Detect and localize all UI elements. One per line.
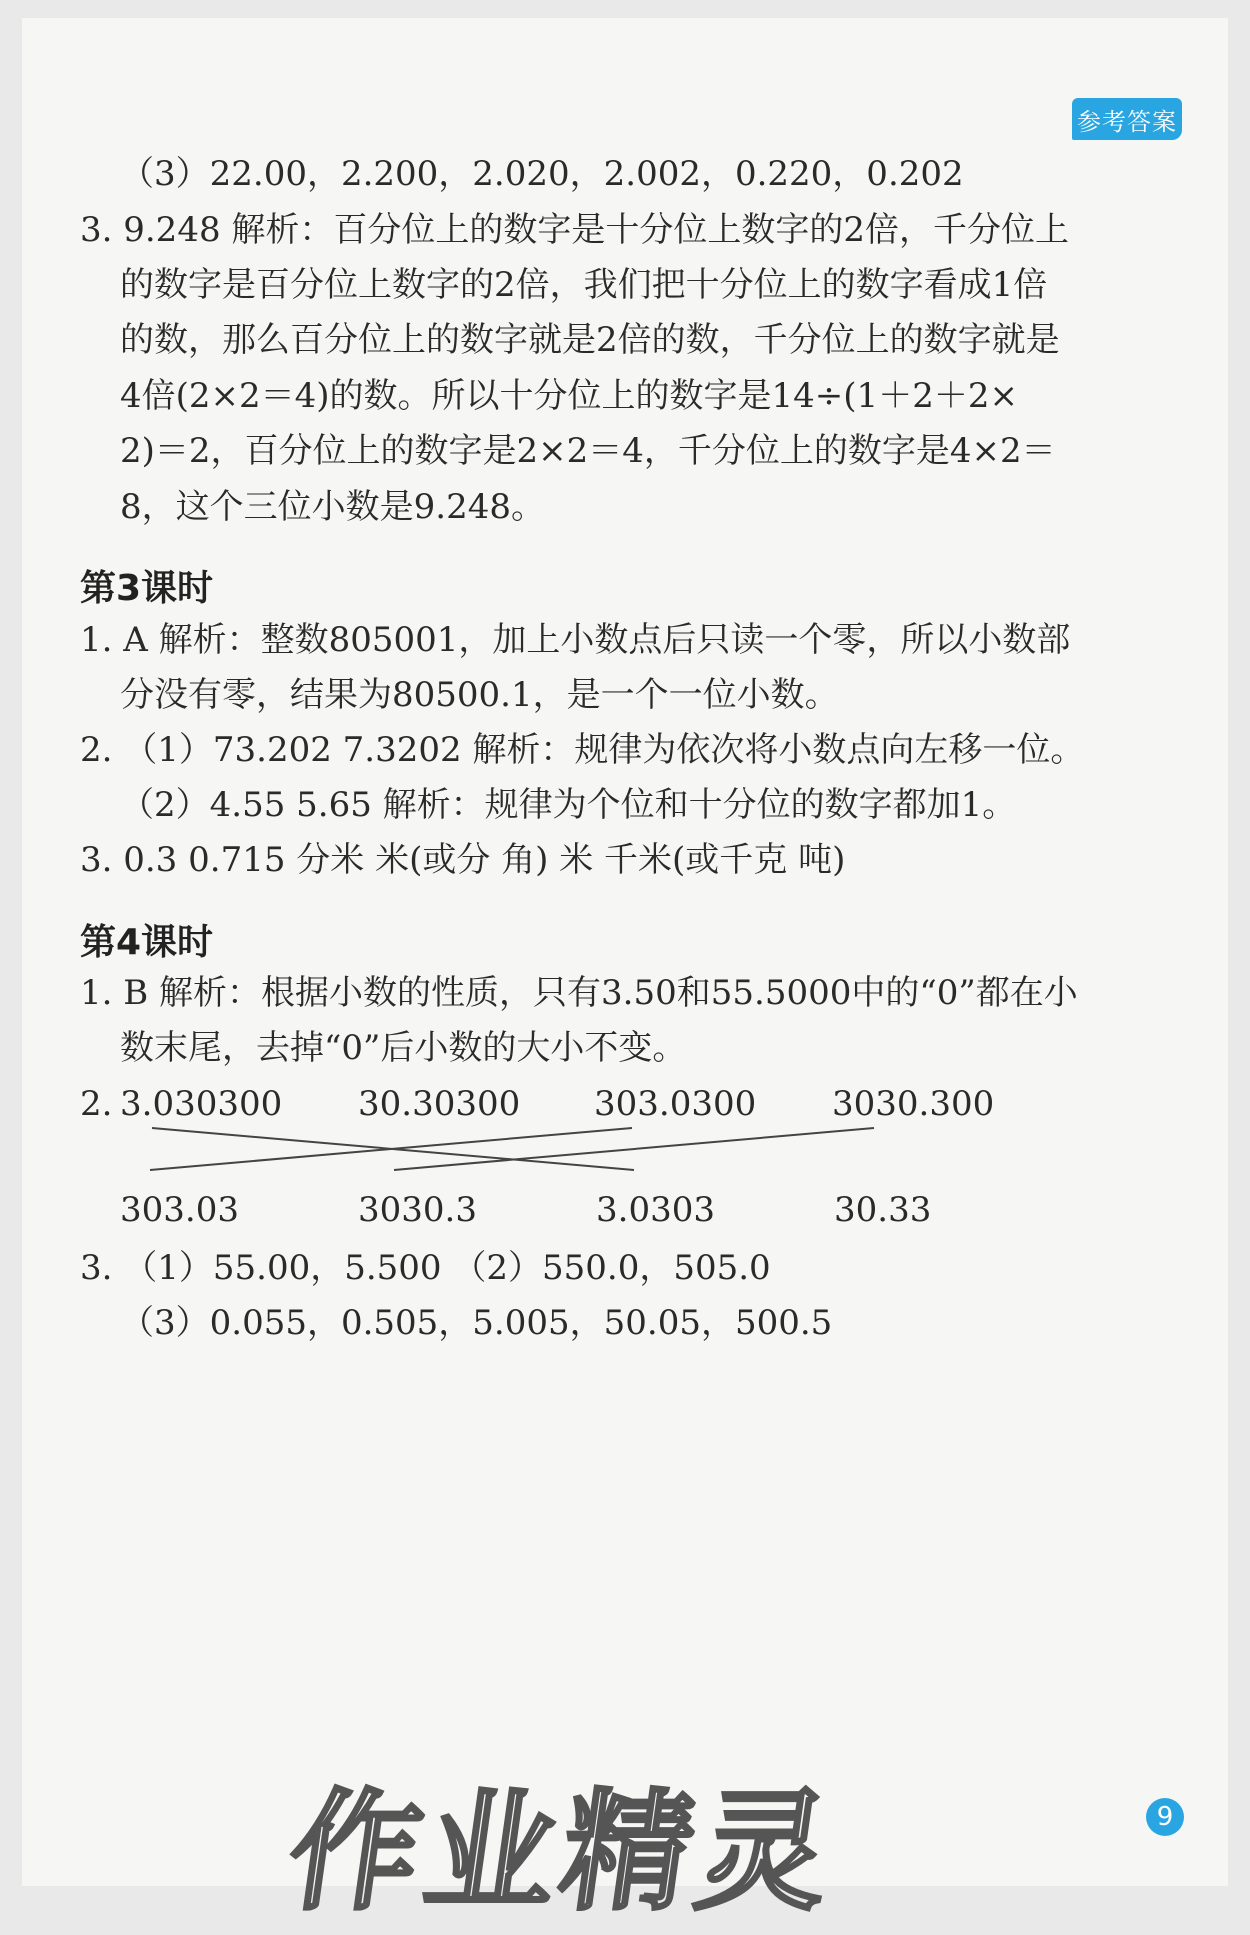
- matching-number: 2.: [80, 1084, 113, 1124]
- answer-line: 3. 0.3 0.715 分米 米(或分 角) 米 千米(或千克 吨): [80, 840, 846, 880]
- lesson-heading: 第3课时: [80, 568, 214, 609]
- answer-line: （2）4.55 5.65 解析：规律为个位和十分位的数字都加1。: [120, 785, 1017, 825]
- matching-top-item: 30.30300: [358, 1084, 521, 1124]
- answer-line: 1. B 解析：根据小数的性质，只有3.50和55.5000中的“0”都在小: [80, 973, 1078, 1013]
- reference-answer-badge: 参考答案: [1072, 98, 1182, 140]
- answer-line: （3）0.055，0.505，5.005，50.05，500.5: [120, 1303, 833, 1343]
- matching-bottom-item: 30.33: [834, 1190, 932, 1230]
- match-line: [402, 1128, 634, 1170]
- matching-bottom-item: 303.03: [120, 1190, 239, 1230]
- answer-line: 3. 9.248 解析：百分位上的数字是十分位上数字的2倍，千分位上: [80, 210, 1070, 250]
- watermark: 作业精灵: [279, 1776, 846, 1928]
- answer-line: 数末尾，去掉“0”后小数的大小不变。: [120, 1028, 687, 1068]
- matching-bottom-item: 3030.3: [358, 1190, 477, 1230]
- answer-line: 2. （1）73.202 7.3202 解析：规律为依次将小数点向左移一位。: [80, 730, 1085, 770]
- answer-line: 的数，那么百分位上的数字就是2倍的数，千分位上的数字就是: [120, 320, 1060, 360]
- lesson-heading: 第4课时: [80, 922, 214, 963]
- answer-line: 分没有零，结果为80500.1，是一个一位小数。: [120, 675, 839, 715]
- match-line: [394, 1128, 874, 1170]
- matching-connector-lines: [22, 18, 1228, 1886]
- answer-line: 3. （1）55.00，5.500 （2）550.0，505.0: [80, 1248, 771, 1288]
- answer-line: 4倍(2×2＝4)的数。所以十分位上的数字是14÷(1＋2＋2×: [120, 376, 1018, 416]
- matching-bottom-item: 3.0303: [596, 1190, 715, 1230]
- matching-top-item: 3030.300: [832, 1084, 995, 1124]
- answer-line: 8，这个三位小数是9.248。: [120, 487, 545, 527]
- answer-page: [22, 18, 1228, 1928]
- answer-line: 2)＝2，百分位上的数字是2×2＝4，千分位上的数字是4×2＝: [120, 431, 1056, 471]
- answer-line: 的数字是百分位上数字的2倍，我们把十分位上的数字看成1倍: [120, 265, 1048, 305]
- answer-line: 1. A 解析：整数805001，加上小数点后只读一个零，所以小数部: [80, 620, 1071, 660]
- page-number: 9: [1146, 1798, 1184, 1836]
- matching-top-item: 303.0300: [594, 1084, 757, 1124]
- matching-top-item: 3.030300: [120, 1084, 283, 1124]
- answer-line: （3）22.00，2.200，2.020，2.002，0.220，0.202: [120, 154, 964, 194]
